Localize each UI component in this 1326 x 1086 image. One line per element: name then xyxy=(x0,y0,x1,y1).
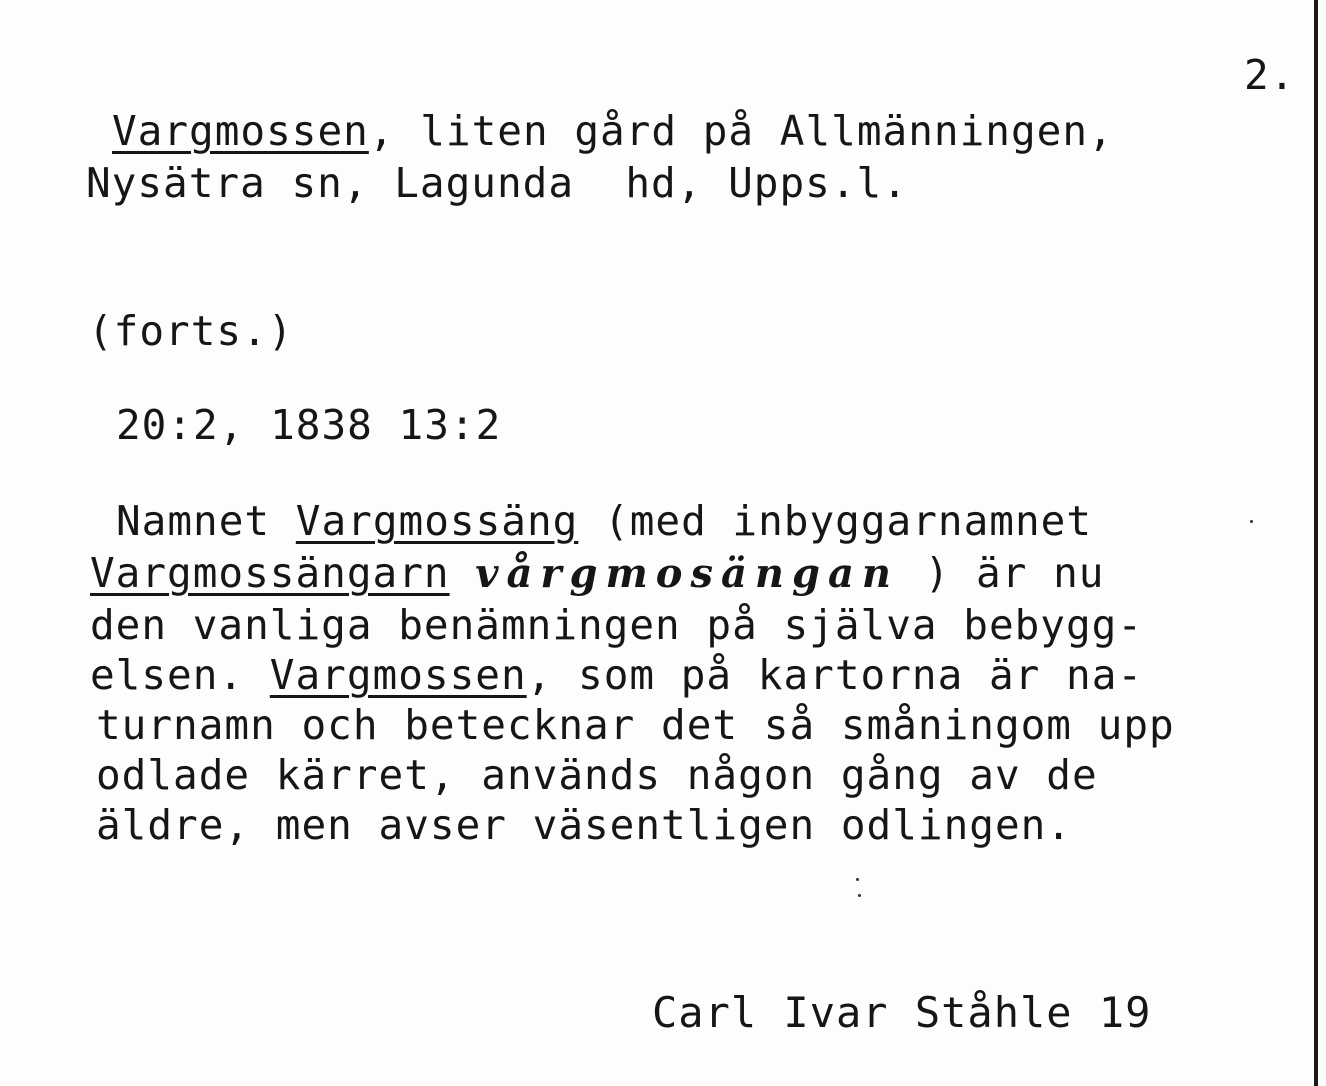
heading-line-1 xyxy=(112,106,1114,156)
body-line-6: odlade kärret, används någon gång av de xyxy=(96,751,1098,799)
ink-speck xyxy=(1250,520,1253,523)
heading-description: , liten gård på Allmänningen, xyxy=(368,107,1114,155)
body-line-3: den vanliga benämningen på själva bebygg- xyxy=(90,601,1144,649)
name-vargmossen: Vargmossen xyxy=(269,651,527,699)
body-text: (med inbyggarnamnet xyxy=(578,497,1093,545)
signature: Carl Ivar Ståhle 19 xyxy=(652,988,1152,1037)
ink-speck xyxy=(856,878,859,881)
body-line-5: turnamn och betecknar det så småningom upp xyxy=(96,701,1175,749)
heading-line-2: Nysätra sn, Lagunda hd, Upps.l. xyxy=(86,159,908,207)
body-line-7: äldre, men avser väsentligen odlingen. xyxy=(96,801,1072,849)
body-line-1 xyxy=(116,496,1092,546)
body-text: elsen. xyxy=(90,651,270,699)
name-vargmossangarn: Vargmossängarn xyxy=(90,549,450,597)
body-text: Namnet xyxy=(116,497,296,545)
heading-place-name: Vargmossen xyxy=(112,107,369,155)
name-vargmossang: Vargmossäng xyxy=(295,497,579,545)
card-edge xyxy=(1314,0,1318,1086)
ink-speck xyxy=(858,894,861,897)
body-line-4 xyxy=(90,650,1143,700)
page-number: 2. xyxy=(1244,51,1296,99)
source-reference: 20:2, 1838 13:2 xyxy=(116,401,502,449)
body-line-2 xyxy=(90,548,1104,599)
handwritten-pronunciation: vårgmosängan xyxy=(475,550,899,597)
continued-marker: (forts.) xyxy=(88,307,294,355)
body-text: ) är nu xyxy=(898,549,1105,597)
body-text: , som på kartorna är na- xyxy=(526,651,1144,699)
